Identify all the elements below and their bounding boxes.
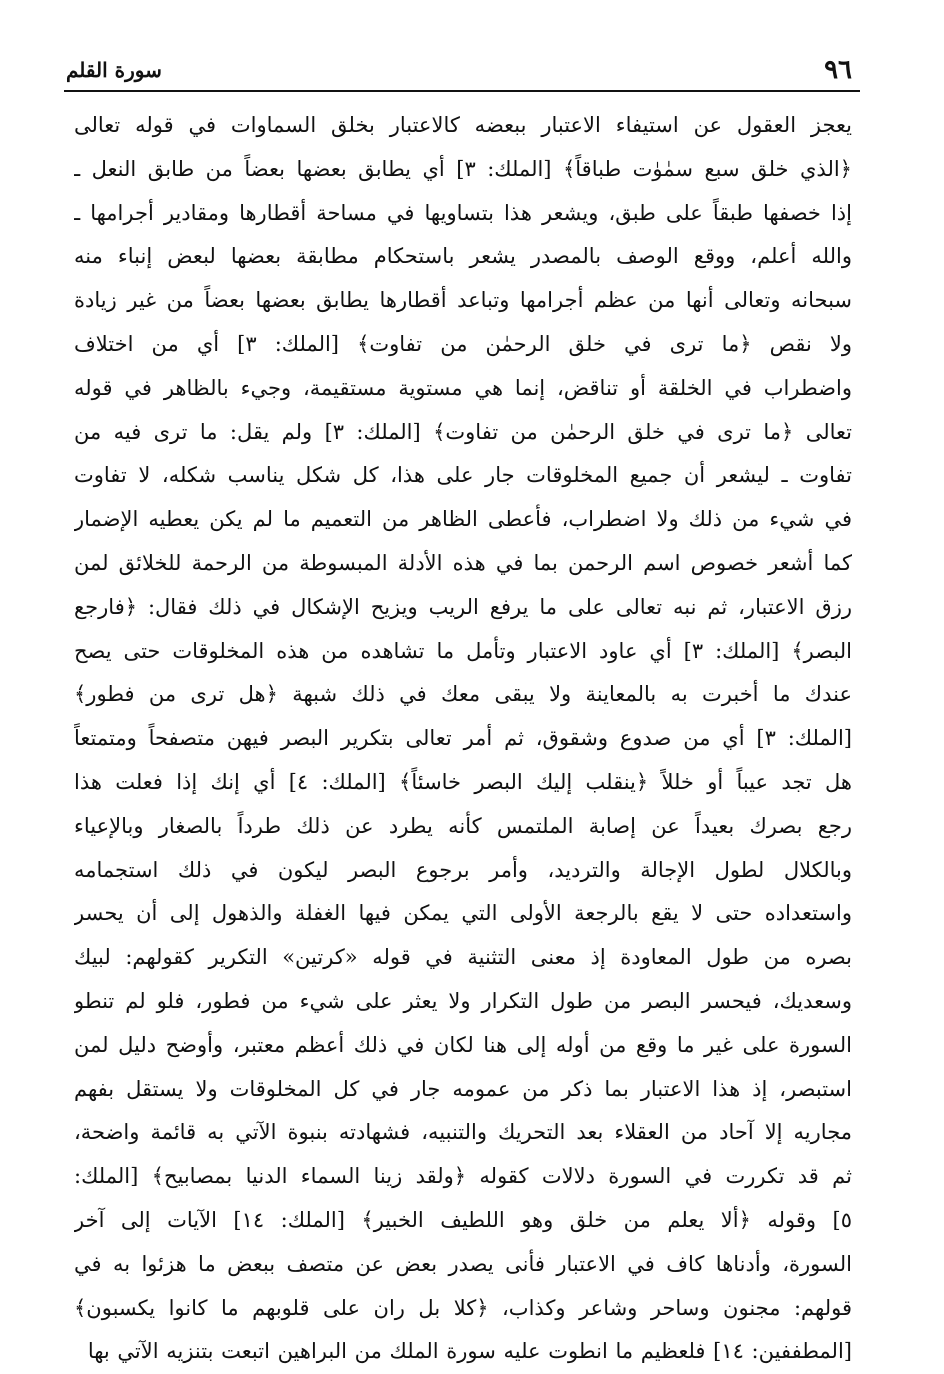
text-line: واستعداده حتى لا يقع بالرجعة الأولى التي يمكن فيها الغفلة والذهول إلى أن يحسر [74,901,852,926]
text-line: [المطففين: ١٤] فلعظيم ما انطوت عليه سورة الملك من البراهين اتبعت بتنزيه الآتي بها [87,1339,852,1364]
text-line: رجع بصرك بعيداً عن إصابة الملتمس كأنه يطرد عن ذلك طرداً بالصغار وبالإعياء [74,813,852,838]
text-line: ولا نقص ﴿ما ترى في خلق الرحمٰن من تفاوت﴾ [الملك: ٣] أي من اختلاف [74,331,852,356]
text-line: ٥] وقوله ﴿ألا يعلم من خلق وهو اللطيف الخبير﴾ [الملك: ١٤] الآيات إلى آخر [74,1207,852,1232]
text-line: في شيء من ذلك ولا اضطراب، فأعطى الظاهر من التعميم ما لم يكن يعطيه الإضمار [74,507,852,532]
body-text [74,104,852,1374]
text-line: ثم قد تكررت في السورة دلالات كقوله ﴿ولقد زينا السماء الدنيا بمصابيح﴾ [الملك: [74,1164,852,1189]
header-divider [64,90,860,92]
text-line: رزق الاعتبار، ثم نبه تعالى على ما يرفع الريب ويزيح الإشكال في ذلك فقال: ﴿فارجع [74,594,852,619]
surah-title: سورة القلم [66,58,162,82]
text-line: يعجز العقول عن استيفاء الاعتبار ببعضه كالاعتبار بخلق السماوات في قوله تعالى [74,113,852,137]
text-line: قولهم: مجنون وساحر وشاعر وكذاب، ﴿كلا بل ران على قلوبهم ما كانوا يكسبون﴾ [74,1295,852,1320]
text-line: عندك ما أخبرت به بالمعاينة ولا يبقى معك في ذلك شبهة ﴿هل ترى من فطور﴾ [74,682,852,707]
text-line: مجاريه إلا آحاد من العقلاء بعد التحريك والتنبيه، فشهادته بنبوة الآتي به قائمة واضحة، [74,1120,852,1145]
text-line: استبصر، إذ هذا الاعتبار بما ذكر من عمومه جار في كل المخلوقات ولا يستقل بفهم [74,1076,852,1101]
page-number: ٩٦ [824,55,852,85]
text-line: هل تجد عيباً أو خللاً ﴿ينقلب إليك البصر خاسئاً﴾ [الملك: ٤] أي إنك إذا فعلت هذا [74,769,852,794]
text-line: تفاوت ـ ليشعر أن جميع المخلوقات جار على هذا، كل شكل يناسب شكله، لا تفاوت [74,463,852,488]
text-line: كما أشعر خصوص اسم الرحمن بما في هذه الأدلة المبسوطة من الرحمة للخلائق لمن [74,550,852,575]
text-line: بصره من طول المعاودة إذ معنى التثنية في قوله «كرتين» التكرير كقولهم: لبيك [74,945,852,970]
text-line: إذا خصفها طبقاً على طبق، ويشعر هذا بتساويها في مساحة أقطارها ومقادير أجرامها ـ [74,200,852,225]
text-line: تعالى ﴿ما ترى في خلق الرحمٰن من تفاوت﴾ [الملك: ٣] ولم يقل: ما ترى فيه من [74,419,852,444]
text-line: وسعديك، فيحسر البصر من طول التكرار ولا يعثر على شيء من فطور، فلو لم تنطو [74,988,852,1013]
text-line: سبحانه وتعالى أنها من عظم أجرامها وتباعد أقطارها يطابق بعضها بعضاً من غير زيادة [74,288,852,313]
text-line: ﴿الذي خلق سبع سمٰوٰت طباقاً﴾ [الملك: ٣] أي يطابق بعضها بعضاً من طابق النعل ـ [74,156,852,181]
text-line: [الملك: ٣] أي من صدوع وشقوق، ثم أمر تعالى بتكرير البصر فيهن متصفحاً ومتمتعاً [74,726,852,751]
text-line: والله أعلم، ووقع الوصف بالمصدر يشعر باستحكام مطابقة بعضها لبعض إنباء منه [74,244,852,269]
running-header [64,52,860,90]
text-line: السورة، وأدناها كاف في الاعتبار فأنى يصدر بعض عن متصف ببعض ما هزئوا به في [74,1251,852,1276]
text-line: واضطراب في الخلقة أو تناقض، إنما هي مستوية مستقيمة، وجيء بالظاهر في قوله [74,375,852,400]
text-line: السورة على غير ما وقع من أوله إلى هنا لكان في ذلك أعظم معتبر، وأوضح دليل لمن [74,1032,852,1057]
text-line: وبالكلال لطول الإجالة والترديد، وأمر برجوع البصر ليكون في ذلك استجمامه [74,857,852,882]
text-line: البصر﴾ [الملك: ٣] أي عاود الاعتبار وتأمل ما تشاهده من هذه المخلوقات حتى يصح [74,638,852,663]
